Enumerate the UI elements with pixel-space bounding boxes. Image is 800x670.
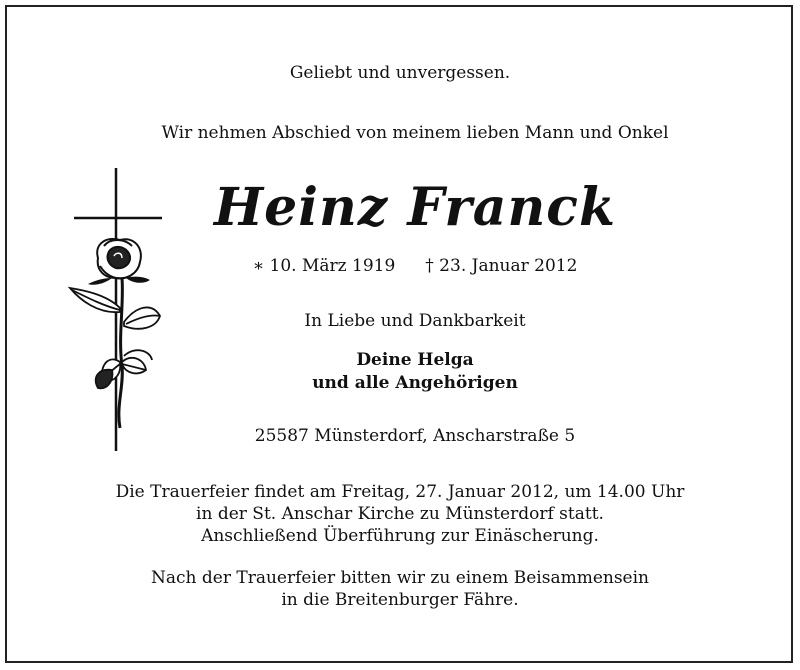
death-date: † 23. Januar 2012 (425, 256, 578, 276)
farewell-line: Wir nehmen Abschied von meinem lieben Mann und Onkel (161, 123, 669, 143)
ceremony-line-3: Anschließend Überführung zur Einäscherung. (201, 526, 599, 546)
ceremony-line-2: in der St. Anschar Kirche zu Münsterdorf statt. (196, 504, 604, 524)
gathering-line-2: in die Breitenburger Fähre. (281, 590, 519, 610)
gratitude-line: In Liebe und Dankbarkeit (304, 311, 526, 331)
deceased-name: Heinz Franck (214, 177, 616, 238)
mourners-line-1: Deine Helga (356, 350, 474, 370)
mourners-line-2: und alle Angehörigen (312, 373, 518, 393)
life-dates (0, 255, 800, 277)
birth-date: ∗ 10. März 1919 (252, 256, 396, 276)
address: 25587 Münsterdorf, Anscharstraße 5 (254, 426, 576, 446)
motto: Geliebt und unvergessen. (289, 63, 511, 83)
gathering-line-1: Nach der Trauerfeier bitten wir zu einem Beisammensein (151, 568, 649, 588)
ceremony-line-1: Die Trauerfeier findet am Freitag, 27. Januar 2012, um 14.00 Uhr (115, 482, 685, 502)
